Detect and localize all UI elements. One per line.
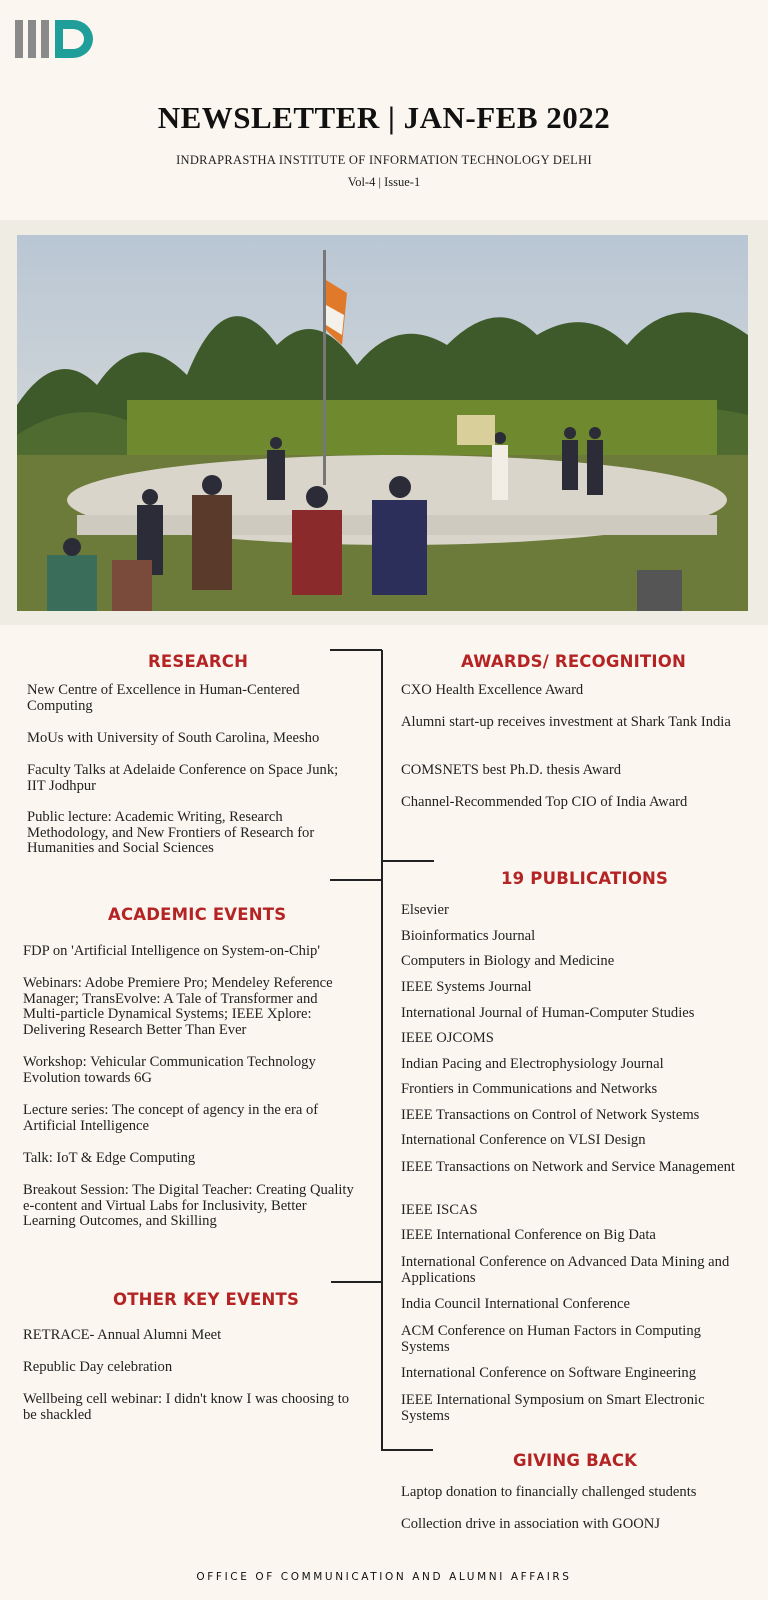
publication-item: Frontiers in Communications and Networks [401,1081,658,1097]
publication-item: IEEE International Conference on Big Data [401,1227,656,1243]
iiitd-logo [15,18,97,60]
research-heading: RESEARCH [148,652,249,671]
publication-item: Bioinformatics Journal [401,928,536,944]
giving-back-item: Laptop donation to financially challenged students [401,1484,697,1500]
research-item: MoUs with University of South Carolina, Meesho [27,730,320,746]
footer-office: OFFICE OF COMMUNICATION AND ALUMNI AFFAIRS [196,1571,572,1583]
academic-event-item: FDP on 'Artificial Intelligence on System-on-Chip' [23,943,320,959]
publication-item: IEEE ISCAS [401,1202,478,1218]
divider-publications [381,1449,433,1451]
publication-item: IEEE Systems Journal [401,979,532,995]
publication-item: Elsevier [401,902,449,918]
publication-item: IEEE Transactions on Control of Network Systems [401,1107,700,1123]
award-item: CXO Health Excellence Award [401,682,584,698]
publication-item: IEEE International Symposium on Smart Electronic Systems [401,1392,705,1424]
volume-issue: Vol-4 | Issue-1 [347,175,421,189]
publication-item: International Conference on VLSI Design [401,1132,646,1148]
award-item: Alumni start-up receives investment at Shark Tank India [401,714,731,730]
publication-item: International Conference on Software Engineering [401,1365,697,1381]
publication-item: ACM Conference on Human Factors in Computing Systems [401,1323,701,1355]
publication-item: IEEE OJCOMS [401,1030,494,1046]
publication-item: International Journal of Human-Computer Studies [401,1005,695,1021]
publication-item: Computers in Biology and Medicine [401,953,615,969]
awards-heading: AWARDS/ RECOGNITION [461,652,686,671]
research-item: Faculty Talks at Adelaide Conference on Space Junk; IIT Jodhpur [27,762,339,794]
vertical-divider [381,650,383,1451]
research-item: Public lecture: Academic Writing, Research Methodology, and New Frontiers of Research for Humanities and Social Sciences [27,809,315,856]
divider-awards [381,860,434,862]
divider-academic [330,879,382,881]
publication-item: International Conference on Advanced Data Mining and Applications [401,1254,730,1286]
divider-research [330,649,382,651]
academic-event-item: Talk: IoT & Edge Computing [23,1150,196,1166]
other-event-item: Republic Day celebration [23,1359,173,1375]
academic-event-item: Workshop: Vehicular Communication Technology Evolution towards 6G [23,1054,316,1086]
publications-heading: 19 PUBLICATIONS [501,869,669,888]
award-item: Channel-Recommended Top CIO of India Award [401,794,688,810]
academic-event-item: Breakout Session: The Digital Teacher: Creating Quality e-content and Virtual Labs for Inclusivity, Better Learning Outcomes, and Skilling [23,1182,354,1229]
giving-back-item: Collection drive in association with GOONJ [401,1516,661,1532]
academic-events-heading: ACADEMIC EVENTS [108,905,287,924]
research-item: New Centre of Excellence in Human-Centered Computing [27,682,300,714]
academic-event-item: Lecture series: The concept of agency in the era of Artificial Intelligence [23,1102,319,1134]
newsletter-title: NEWSLETTER | JAN-FEB 2022 [157,100,611,135]
flag-hoisting-photo [17,235,748,611]
publication-item: Indian Pacing and Electrophysiology Journal [401,1056,664,1072]
publication-item: IEEE Transactions on Network and Service Management [401,1159,735,1175]
publication-item: India Council International Conference [401,1296,630,1312]
academic-event-item: Webinars: Adobe Premiere Pro; Mendeley Reference Manager; TransEvolve: A Tale of Transformer and Multi-particle Dynamical Systems; IEEE Xplore: Delivering Research Better Than Ever [23,975,333,1038]
other-events-heading: OTHER KEY EVENTS [113,1290,300,1309]
award-item: COMSNETS best Ph.D. thesis Award [401,762,622,778]
giving-back-heading: GIVING BACK [513,1451,638,1470]
divider-other [331,1281,382,1283]
institute-name: INDRAPRASTHA INSTITUTE OF INFORMATION TECHNOLOGY DELHI [176,153,592,167]
other-event-item: Wellbeing cell webinar: I didn't know I was choosing to be shackled [23,1391,350,1423]
other-event-item: RETRACE- Annual Alumni Meet [23,1327,222,1343]
